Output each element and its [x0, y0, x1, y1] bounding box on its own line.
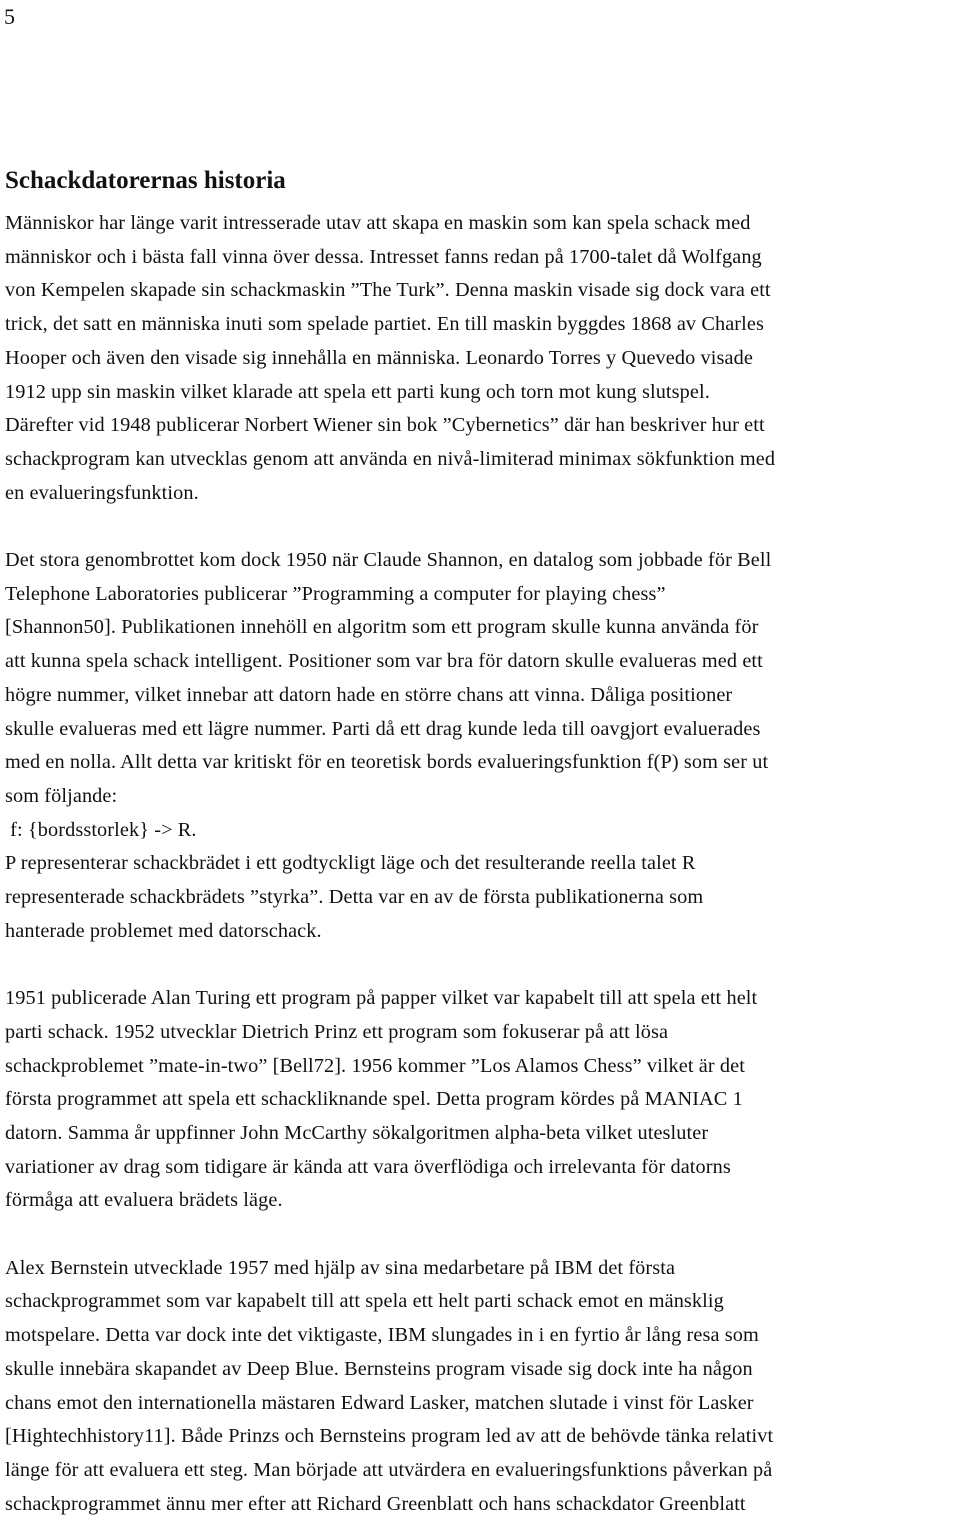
text-line: förmåga att evaluera brädets läge. — [5, 1189, 283, 1212]
text-line: schackprogrammet ännu mer efter att Richard Greenblatt och hans schackdator Greenblatt — [5, 1492, 746, 1515]
text-line: med en nolla. Allt detta var kritiskt för en teoretisk bords evalueringsfunktion f(P) som ser ut — [5, 751, 769, 774]
text-line: Telephone Laboratories publicerar ”Programming a computer for playing chess” — [5, 582, 666, 605]
page-number: 5 — [4, 4, 15, 29]
text-line: schackproblemet ”mate-in-two” [Bell72]. 1956 kommer ”Los Alamos Chess” vilket är det — [5, 1054, 746, 1077]
paragraph-list — [5, 207, 955, 1521]
text-line: variationer av drag som tidigare är kända att vara överflödiga och irrelevanta för datorns — [5, 1155, 731, 1178]
text-line: f: {bordsstorlek} -> R. — [5, 818, 197, 841]
text-line: Hooper och även den visade sig innehålla en människa. Leonardo Torres y Quevedo visade — [5, 346, 753, 369]
text-line: schackprogrammet som var kapabelt till att spela ett helt parti schack emot en mänsklig — [5, 1290, 724, 1313]
text-line: att kunna spela schack intelligent. Positioner som var bra för datorn skulle evalueras med ett — [5, 650, 763, 673]
text-line: första programmet att spela ett schackliknande spel. Detta program kördes på MANIAC 1 — [5, 1088, 743, 1111]
text-line: representerade schackbrädets ”styrka”. Detta var en av de första publikationerna som — [5, 886, 704, 909]
text-line: schackprogram kan utvecklas genom att använda en nivå-limiterad minimax sökfunktion med — [5, 447, 776, 470]
paragraph-1 — [5, 207, 955, 510]
text-line: P representerar schackbrädet i ett godtyckligt läge och det resulterande reella talet R — [5, 852, 696, 875]
text-line: som följande: — [5, 784, 118, 807]
paragraph-2 — [5, 544, 955, 948]
text-line: trick, det satt en människa inuti som spelade partiet. En till maskin byggdes 1868 av Charles — [5, 313, 764, 336]
text-line: motspelare. Detta var dock inte det viktigaste, IBM slungades in i en fyrtio år lång resa som — [5, 1324, 759, 1347]
text-line: Alex Bernstein utvecklade 1957 med hjälp av sina medarbetare på IBM det första — [5, 1256, 676, 1279]
text-line: 1912 upp sin maskin vilket klarade att spela ett parti kung och torn mot kung slutspel. — [5, 380, 710, 403]
paragraph-4 — [5, 1252, 955, 1522]
text-line: människor och i bästa fall vinna över dessa. Intresset fanns redan på 1700-talet då Wolfgang — [5, 245, 762, 268]
text-line: skulle evalueras med ett lägre nummer. Parti då ett drag kunde leda till oavgjort evaluerades — [5, 717, 761, 740]
text-line: datorn. Samma år uppfinner John McCarthy sökalgoritmen alpha-beta vilket utesluter — [5, 1121, 709, 1144]
text-line: von Kempelen skapade sin schackmaskin ”The Turk”. Denna maskin visade sig dock vara ett — [5, 279, 771, 302]
text-line: Det stora genombrottet kom dock 1950 när Claude Shannon, en datalog som jobbade för Bell — [5, 549, 772, 572]
text-line: [Hightechhistory11]. Både Prinzs och Bernsteins program led av att de behövde tänka relativt — [5, 1425, 774, 1448]
paragraph-3 — [5, 982, 955, 1218]
section-heading: Schackdatorernas historia — [5, 167, 286, 194]
text-line: chans emot den internationella mästaren Edward Lasker, matchen slutade i vinst för Lasker — [5, 1391, 754, 1414]
text-line: parti schack. 1952 utvecklar Dietrich Prinz ett program som fokuserar på att lösa — [5, 1020, 669, 1043]
text-line: hanterade problemet med datorschack. — [5, 919, 322, 942]
document-body — [5, 163, 955, 1521]
text-line: Därefter vid 1948 publicerar Norbert Wiener sin bok ”Cybernetics” där han beskriver hur ett — [5, 414, 765, 437]
text-line: [Shannon50]. Publikationen innehöll en algoritm som ett program skulle kunna använda för — [5, 616, 759, 639]
text-line: skulle innebära skapandet av Deep Blue. Bernsteins program visade sig dock inte ha någon — [5, 1357, 753, 1380]
text-line: Människor har länge varit intresserade utav att skapa en maskin som kan spela schack med — [5, 212, 751, 234]
text-line: en evalueringsfunktion. — [5, 481, 199, 504]
text-line: 1951 publicerade Alan Turing ett program på papper vilket var kapabelt till att spela ett helt — [5, 987, 758, 1010]
text-line: högre nummer, vilket innebar att datorn hade en större chans att vinna. Dåliga positioner — [5, 683, 733, 706]
text-line: länge för att evaluera ett steg. Man började att utvärdera en evalueringsfunktions påverkan på — [5, 1458, 773, 1481]
